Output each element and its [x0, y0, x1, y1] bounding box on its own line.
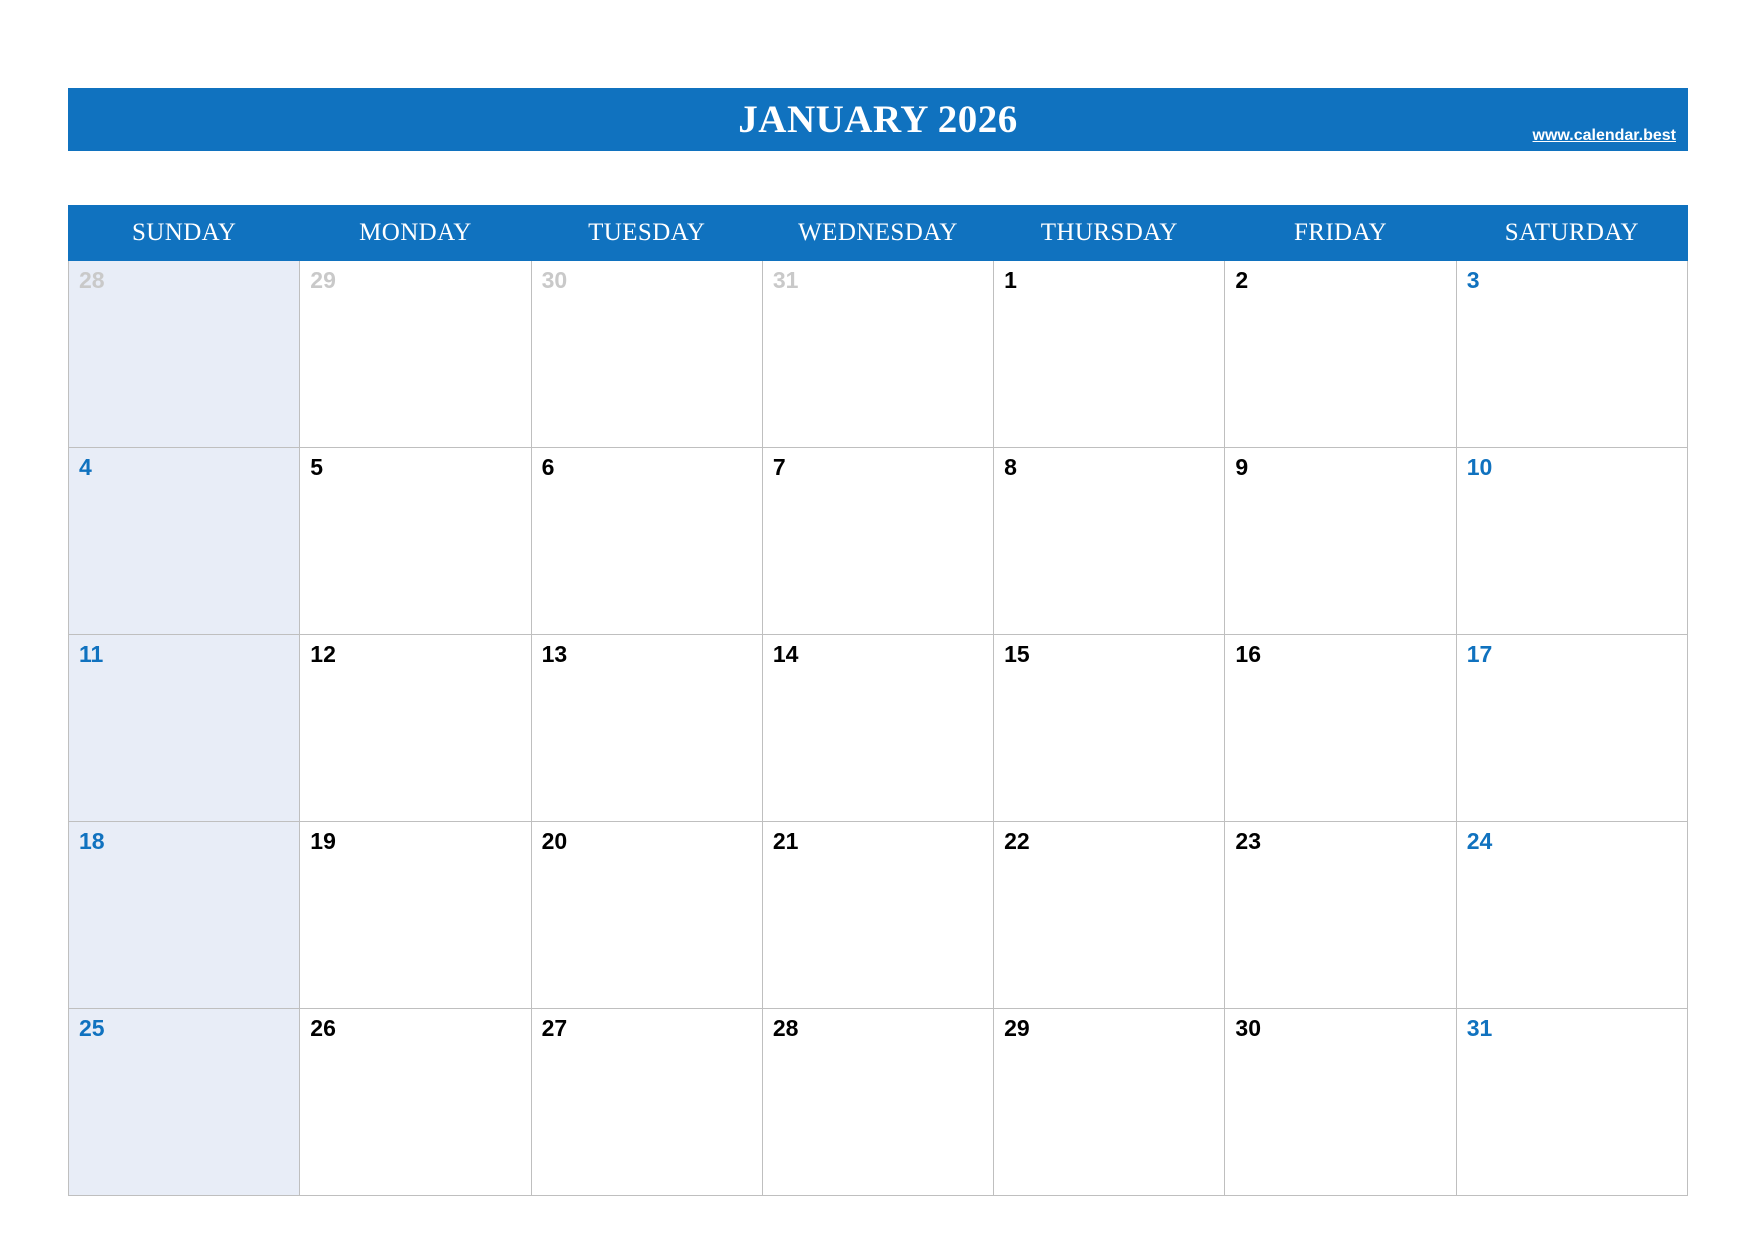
day-number: 7 — [772, 454, 786, 480]
weekday-header-sunday: SUNDAY — [69, 206, 300, 261]
calendar-day-cell[interactable] — [994, 448, 1225, 635]
day-number: 20 — [541, 828, 568, 854]
day-number: 18 — [79, 828, 105, 854]
day-number: 25 — [79, 1015, 105, 1041]
calendar-day-cell[interactable] — [300, 635, 531, 822]
day-number: 11 — [79, 641, 104, 667]
page-title: JANUARY 2026 — [738, 98, 1018, 141]
calendar-day-cell[interactable] — [531, 822, 762, 1009]
calendar-day-cell[interactable] — [1225, 261, 1456, 448]
calendar-day-cell[interactable] — [1456, 822, 1687, 1009]
calendar-day-cell[interactable] — [994, 635, 1225, 822]
day-number: 21 — [772, 828, 799, 854]
calendar-day-cell[interactable] — [1225, 448, 1456, 635]
calendar-day-cell[interactable] — [1456, 448, 1687, 635]
calendar-day-cell[interactable] — [1456, 1009, 1687, 1196]
weekday-header-wednesday: WEDNESDAY — [762, 206, 993, 261]
calendar-day-cell[interactable] — [994, 261, 1225, 448]
weekday-header-saturday: SATURDAY — [1456, 206, 1687, 261]
calendar-day-cell[interactable] — [762, 448, 993, 635]
day-number: 29 — [1004, 1015, 1030, 1041]
calendar-day-cell[interactable] — [69, 635, 300, 822]
calendar-day-cell[interactable] — [1225, 822, 1456, 1009]
calendar-day-cell[interactable] — [762, 822, 993, 1009]
calendar-week-row — [69, 822, 1688, 1009]
weekday-header-tuesday: TUESDAY — [531, 206, 762, 261]
calendar-day-cell[interactable] — [300, 448, 531, 635]
day-number: 19 — [310, 828, 336, 854]
calendar-title-bar — [68, 88, 1688, 151]
day-number: 4 — [79, 454, 92, 480]
day-number: 29 — [310, 267, 336, 293]
weekday-header-thursday: THURSDAY — [994, 206, 1225, 261]
calendar-day-cell[interactable] — [531, 261, 762, 448]
day-number: 6 — [541, 454, 555, 480]
day-number: 27 — [541, 1015, 568, 1041]
day-number: 13 — [541, 641, 568, 667]
day-number: 8 — [1004, 454, 1017, 480]
calendar-body — [69, 261, 1688, 1196]
calendar-day-cell[interactable] — [69, 448, 300, 635]
calendar-day-cell[interactable] — [69, 822, 300, 1009]
calendar-day-cell[interactable] — [531, 635, 762, 822]
calendar-day-cell[interactable] — [531, 448, 762, 635]
day-number: 22 — [1004, 828, 1030, 854]
calendar-week-row — [69, 448, 1688, 635]
day-number: 31 — [772, 267, 799, 293]
day-number: 2 — [1235, 267, 1249, 293]
calendar-day-cell[interactable] — [1456, 261, 1687, 448]
day-number: 3 — [1466, 267, 1480, 293]
day-number: 9 — [1235, 454, 1249, 480]
calendar-day-cell[interactable] — [69, 261, 300, 448]
day-number: 15 — [1004, 641, 1030, 667]
calendar-day-cell[interactable] — [994, 822, 1225, 1009]
calendar-day-cell[interactable] — [1225, 1009, 1456, 1196]
weekday-header-row — [69, 206, 1688, 261]
calendar-day-cell[interactable] — [300, 1009, 531, 1196]
day-number: 31 — [1466, 1015, 1493, 1041]
day-number: 28 — [79, 267, 105, 293]
weekday-header-monday: MONDAY — [300, 206, 531, 261]
day-number: 10 — [1466, 454, 1493, 480]
website-link[interactable]: www.calendar.best — [1532, 127, 1676, 144]
day-number: 12 — [310, 641, 336, 667]
day-number: 17 — [1466, 641, 1493, 667]
calendar-day-cell[interactable] — [762, 1009, 993, 1196]
calendar-day-cell[interactable] — [994, 1009, 1225, 1196]
day-number: 30 — [1235, 1015, 1261, 1041]
weekday-header-friday: FRIDAY — [1225, 206, 1456, 261]
day-number: 14 — [772, 641, 799, 667]
calendar-day-cell[interactable] — [300, 261, 531, 448]
day-number: 24 — [1466, 828, 1493, 854]
calendar-week-row — [69, 261, 1688, 448]
calendar-week-row — [69, 1009, 1688, 1196]
calendar-day-cell[interactable] — [531, 1009, 762, 1196]
calendar-day-cell[interactable] — [300, 822, 531, 1009]
day-number: 26 — [310, 1015, 336, 1041]
calendar-day-cell[interactable] — [1456, 635, 1687, 822]
calendar-day-cell[interactable] — [1225, 635, 1456, 822]
day-number: 16 — [1235, 641, 1261, 667]
day-number: 1 — [1004, 267, 1017, 293]
day-number: 5 — [310, 454, 324, 480]
calendar-week-row — [69, 635, 1688, 822]
day-number: 28 — [772, 1015, 799, 1041]
day-number: 30 — [541, 267, 568, 293]
calendar-day-cell[interactable] — [69, 1009, 300, 1196]
calendar-grid — [68, 205, 1688, 1196]
calendar-day-cell[interactable] — [762, 635, 993, 822]
calendar-day-cell[interactable] — [762, 261, 993, 448]
day-number: 23 — [1235, 828, 1261, 854]
